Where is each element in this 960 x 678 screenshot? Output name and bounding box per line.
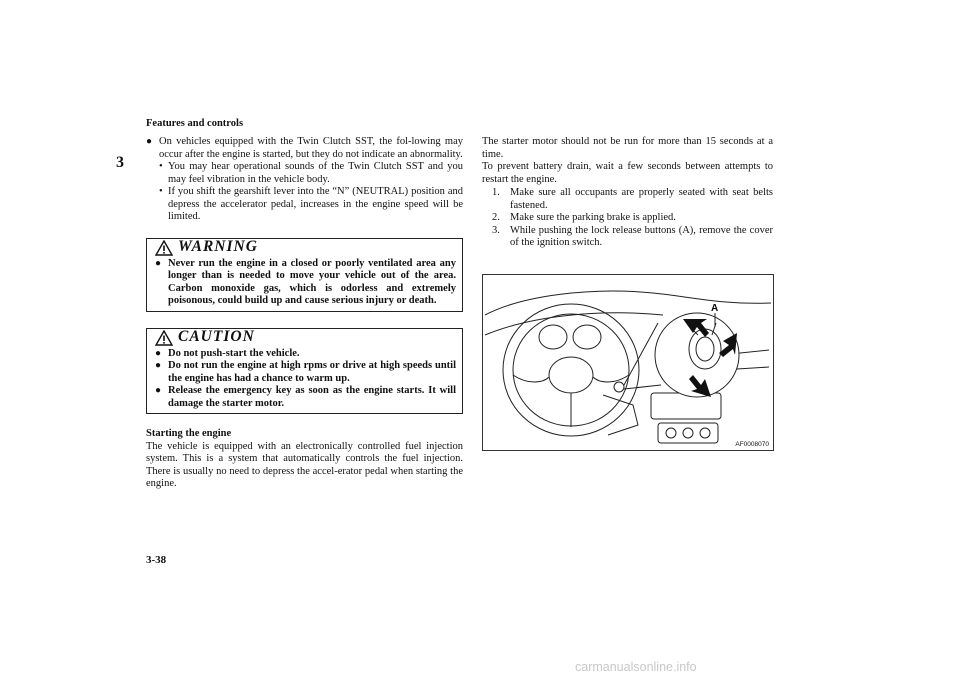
caution-item: ● Do not push-start the vehicle. xyxy=(155,347,300,359)
warning-triangle-icon xyxy=(155,240,173,256)
step-item: 2. Make sure the parking brake is applied. xyxy=(492,212,676,223)
starter-time-note: The starter motor should not be run for more than 15 seconds at a time. xyxy=(482,136,773,160)
step-item: 3. While pushing the lock release buttons (A), remove the cover of the ignition switch. xyxy=(492,224,773,248)
figure-code: AF0008070 xyxy=(735,441,769,448)
battery-drain-note: To prevent battery drain, wait a few seconds between attempts to restart the engine. xyxy=(482,161,773,185)
bullet-dot-icon: ● xyxy=(155,360,162,371)
sub-bullet-icon: • xyxy=(159,186,163,197)
ignition-cover-figure xyxy=(482,274,774,451)
caution-item: ● Do not run the engine at high rpms or drive at high speeds until the engine has had a chance to warm up. xyxy=(155,360,456,384)
sub-item: • You may hear operational sounds of the Twin Clutch SST and you may feel vibration in the vehicle body. xyxy=(159,161,463,185)
bullet-dot-icon: ● xyxy=(155,257,162,269)
page-header-title: Features and controls xyxy=(146,118,244,129)
sub-item: • If you shift the gearshift lever into the “N” (NEUTRAL) position and depress the accelerator pedal, increases in the engine speed will be limited. xyxy=(159,186,463,222)
callout-label-a: A xyxy=(711,303,719,314)
section-body: The vehicle is equipped with an electronically controlled fuel injection system. This is a system that automatically controls the fuel injection. There is usually no need to depress the accel-erator pedal when starting the engine. xyxy=(146,440,463,489)
sub-bullet-icon: • xyxy=(159,161,163,172)
caution-triangle-icon xyxy=(155,330,173,346)
bullet-dot-icon: ● xyxy=(155,385,162,396)
caution-item: ● Release the emergency key as soon as the engine starts. It will damage the starter motor. xyxy=(155,385,456,409)
left-column xyxy=(146,136,463,491)
step-item: 1. Make sure all occupants are properly seated with seat belts fastened. xyxy=(492,187,773,211)
warning-title: WARNING xyxy=(178,238,258,256)
right-column xyxy=(482,136,773,250)
section-title: Starting the engine xyxy=(146,428,232,439)
dashboard-illustration xyxy=(483,275,773,450)
warning-box xyxy=(146,238,463,312)
bullet-item xyxy=(146,136,463,224)
bullet-intro: On vehicles equipped with the Twin Clutch SST, the fol-lowing may occur after the engine is started, but they do not indicate an abnormality. xyxy=(159,136,463,160)
bullet-dot-icon: ● xyxy=(155,347,162,359)
step-list xyxy=(482,187,773,250)
page-number: 3-38 xyxy=(146,554,167,566)
bullet-dot-icon: ● xyxy=(146,136,153,147)
caution-box xyxy=(146,328,463,415)
caution-title: CAUTION xyxy=(178,328,255,346)
warning-item: ● Never run the engine in a closed or poorly ventilated area any longer than is needed to move your vehicle out of the area. Carbon monoxide gas, which is odorless and extremely poisonous, could build up and cause serious injury or death. xyxy=(155,257,456,306)
chapter-tab: 3 xyxy=(116,154,124,171)
footer-watermark: carmanualsonline.info xyxy=(575,660,697,674)
